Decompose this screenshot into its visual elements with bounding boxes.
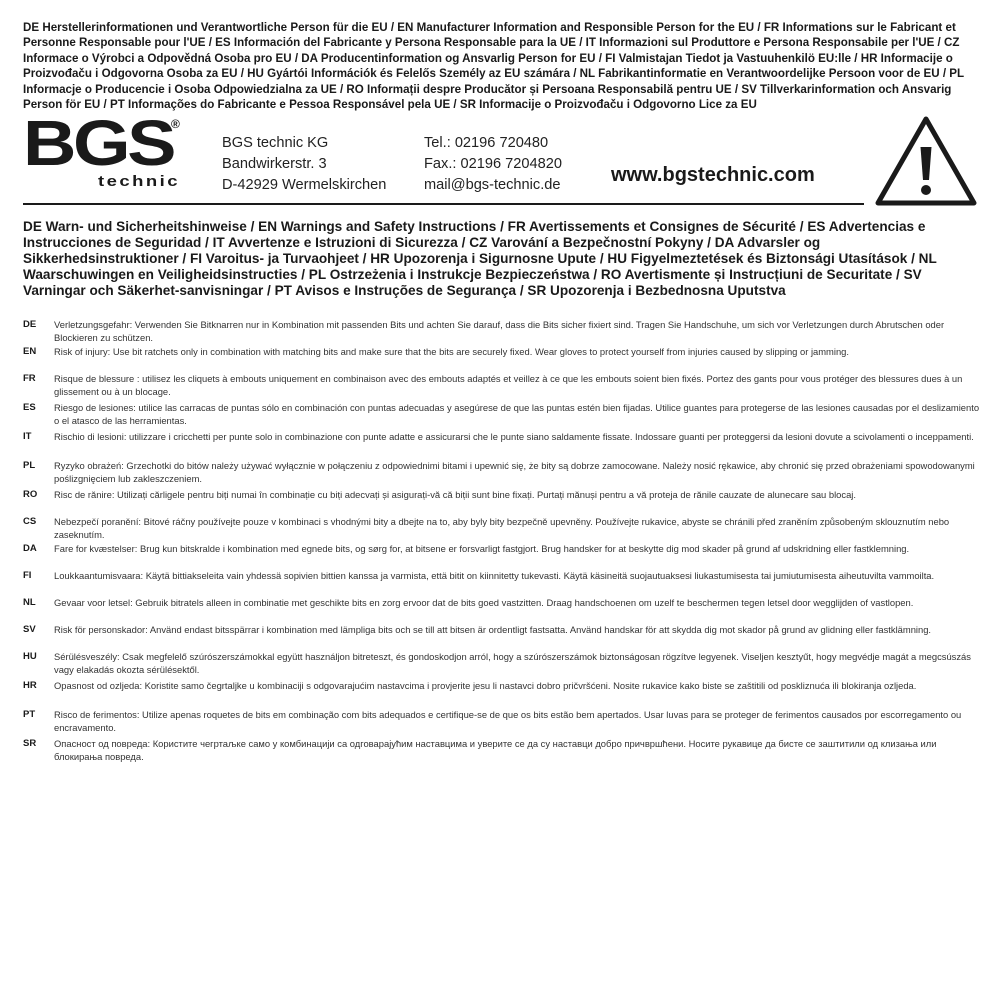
warning-lang-code: ES	[23, 402, 36, 413]
warning-item-hr	[23, 679, 980, 708]
warning-lang-code: PT	[23, 709, 36, 720]
warning-lang-code: FR	[23, 373, 36, 384]
warning-text: Gevaar voor letsel: Gebruik bitratels alleen in combinatie met geschikte bits en zorg ervoor dat de bits goed vastzitten. Draag handschoenen om uzelf te beschermen tegen letsel door wegglijden of vastlopen.	[54, 597, 914, 608]
warning-text: Sérülésveszély: Csak megfelelő szúrószerszámokkal együtt használjon bitreteszt, és gondoskodjon arról, hogy a szúrószerszámok biztonságosan rögzítve legyenek. Viseljen kesztyűt, hogy megvédje magát a megcsúszás vagy elakadás okozta sérülésektől.	[54, 651, 971, 675]
warning-lang-code: NL	[23, 597, 36, 608]
logo-subtitle: technic	[98, 173, 180, 190]
warning-item-en	[23, 345, 980, 372]
warning-text: Loukkaantumisvaara: Käytä bittiakseleita vain yhdessä sopivien bittien kanssa ja varmista, että bitit on kiinnitetty tukevasti. Käytä käsineitä suojautuaksesi liukastumisesta tai jumiutumisesta aiheutuvilta vammoilta.	[54, 570, 935, 581]
warning-item-hu	[23, 650, 980, 679]
warning-item-pt	[23, 708, 980, 737]
logo-wordmark: BGS	[23, 115, 175, 179]
company-mail: mail@bgs-technic.de	[424, 177, 561, 193]
warning-lang-code: IT	[23, 431, 32, 442]
warning-text: Rischio di lesioni: utilizzare i cricchetti per punte solo in combinazione con punte adatte e assicurarsi che le punte siano saldamente fissate. Indossare guanti per proteggersi da lesioni dovute a scivolamenti o inceppamenti.	[54, 431, 974, 442]
warning-lang-code: FI	[23, 570, 32, 581]
warning-triangle-icon	[874, 115, 978, 207]
warning-item-cs	[23, 515, 980, 542]
warning-item-nl	[23, 596, 980, 623]
warning-lang-code: EN	[23, 346, 37, 357]
warning-lang-code: SV	[23, 624, 36, 635]
warning-text: Risque de blessure : utilisez les cliquets à embouts uniquement en combinaison avec des embouts adaptés et veillez à ce que les embouts soient bien fixés. Portez des gants pour vous protéger des blessures dues à un glissement ou à un blocage.	[54, 373, 963, 397]
warning-item-fi	[23, 569, 980, 596]
warning-item-it	[23, 430, 980, 459]
header-divider	[23, 203, 864, 205]
warning-text: Risk of injury: Use bit ratchets only in combination with matching bits and make sure that the bits are securely fixed. Wear gloves to protect yourself from injuries caused by slipping or jamming.	[54, 346, 849, 357]
warning-item-ro	[23, 488, 980, 515]
warning-text: Ryzyko obrażeń: Grzechotki do bitów należy używać wyłącznie w połączeniu z odpowiednimi bitami i upewnić się, że bity są dobrze zamocowane. Należy nosić rękawice, aby chronić się przed obrażeniami spowodowanymi poślizgnięciem lub zakleszczeniem.	[54, 460, 975, 484]
company-name: BGS technic KG	[222, 135, 329, 151]
warnings-heading: DE Warn- und Sicherheitshinweise / EN Warnings and Safety Instructions / FR Avertissements et Consignes de Sécurité / ES Advertencias e Instrucciones de Seguridad / IT Avvertenze e Istruzioni di Sicurezza / CZ Varování a Bezpečnostní Pokyny / DA Advarsler og Sikkerhedsinstruktioner / FI Varoitus- ja Turvaohjeet / HR Upozorenja i Sigurnosne Upute / HU Figyelmeztetések és Biztonsági Utasítások / NL Waarschuwingen en Veiligheidsinstructies / PL Ostrzeżenia i Instrukcje Bezpieczeństwa / RO Avertismente și Instrucțiuni de Securitate / SV Varningar och Säkerhet-sanvisningar / PT Avisos e Instruções de Segurança / SR Upozorenja i Bezbednosna Uputstva	[23, 219, 937, 298]
warning-lang-code: HU	[23, 651, 37, 662]
warning-item-sr	[23, 737, 980, 766]
warning-text: Opasnost od ozljeda: Koristite samo čegrtaljke u kombinaciji s odgovarajućim nastavcima i provjerite jesu li nastavci dobro pričvršćeni. Nosite rukavice kako biste se zaštitili od poskliznuća ili blokiranja ozljeda.	[54, 680, 917, 691]
warning-text: Verletzungsgefahr: Verwenden Sie Bitknarren nur in Kombination mit passenden Bits und achten Sie darauf, dass die Bits sicher fixiert sind. Tragen Sie Handschuhe, um sich vor Verletzungen durch Abrutschen oder Blockieren zu schützen.	[54, 319, 945, 343]
warning-item-fr	[23, 372, 980, 401]
warning-text: Risco de ferimentos: Utilize apenas roquetes de bits em combinação com bits adequados e certifique-se de que os bits estão bem apertados. Usar luvas para se proteger de ferimentos causados por escorregamento ou encravamento.	[54, 709, 962, 733]
warning-item-de	[23, 318, 980, 345]
warning-lang-code: SR	[23, 738, 37, 749]
manufacturer-info-heading: DE Herstellerinformationen und Verantwortliche Person für die EU / EN Manufacturer Information and Responsible Person for the EU / FR Informations sur le Fabricant et Personne Responsable pour l'UE / ES Información del Fabricante y Persona Responsable para la UE / IT Informazioni sul Produttore e Persona Responsabile per l'UE / CZ Informace o Výrobci a Odpovědná Osoba pro EU / DA Producentinformation og Ansvarlig Person for EU / FI Valmistajan Tiedot ja Vastuuhenkilö EU:lle / HR Informacije o Proizvođaču i Odgovorna Osoba za EU / HU Gyártói Információk és Felelős Személy az EU számára / NL Fabrikantinformatie en Verantwoordelijke Persoon voor de EU / PL Informacje o Producencie i Osoba Odpowiedzialna za UE / RO Informații despre Producător și Persoana Responsabilă pentru UE / SV Tillverkarinformation och Ansvarig Person för EU / PT Informações do Fabricante e Pessoa Responsável pela UE / SR Informacije o Proizvođaču i Odgovorno Lice za EU	[23, 21, 964, 112]
bgs-technic-logo	[23, 115, 188, 190]
warning-lang-code: CS	[23, 516, 37, 527]
warning-text: Risc de rănire: Utilizați cărligele pentru biți numai în combinație cu biți adecvați și asigurați-vă că biții sunt bine fixați. Purtați mănuși pentru a vă proteja de rănile cauzate de alunecare sau blocaj.	[54, 489, 856, 500]
company-fax: Fax.: 02196 7204820	[424, 156, 562, 172]
warning-lang-code: DE	[23, 319, 37, 330]
warning-lang-code: PL	[23, 460, 36, 471]
warning-lang-code: RO	[23, 489, 38, 500]
company-city: D-42929 Wermelskirchen	[222, 177, 387, 193]
warning-item-pl	[23, 459, 980, 488]
company-info	[23, 115, 978, 210]
warning-text: Risk för personskador: Använd endast bitsspärrar i kombination med lämpliga bits och se till att bitsen är ordentligt fastsatta. Använd handskar för att skydda dig mot skador på grund av glidning eller fastklämning.	[54, 624, 932, 635]
company-address	[222, 133, 386, 196]
warning-text: Nebezpečí poranění: Bitové ráčny používejte pouze v kombinaci s vhodnými bity a dbejte na to, aby byly bity bezpečně upevněny. Používejte rukavice, abyste se chránili před zraněním způsobeným sklouznutím nebo zaseknutím.	[54, 516, 950, 540]
company-website: www.bgstechnic.com	[611, 164, 815, 186]
company-street: Bandwirkerstr. 3	[222, 156, 327, 172]
registered-mark: ®	[171, 117, 180, 131]
warning-text: Опасност од повреда: Користите чегртаљке само у комбинацији са одговарајућим наставцима и уверите се да су наставци добро причвршћени. Носите рукавице да бисте се заштитили од клизања или блокирања повреда.	[54, 738, 937, 762]
warning-lang-code: DA	[23, 543, 37, 554]
company-tel: Tel.: 02196 720480	[424, 135, 549, 151]
warning-item-sv	[23, 623, 980, 650]
warning-item-da	[23, 542, 980, 569]
warning-text: Fare for kvæstelser: Brug kun bitskralde i kombination med egnede bits, og sørg for, at bitsene er forsvarligt fastgjort. Brug handsker for at beskytte dig mod skader på grund af udskridning eller fastklemning.	[54, 543, 910, 554]
warning-text: Riesgo de lesiones: utilice las carracas de puntas sólo en combinación con puntas adecuadas y asegúrese de que las puntas estén bien fijadas. Utilice guantes para protegerse de las lesiones causadas por el deslizamiento o el atasco de las herramientas.	[54, 402, 980, 426]
warning-lang-code: HR	[23, 680, 37, 691]
warnings-list	[23, 318, 980, 766]
company-contact	[424, 133, 562, 196]
warning-item-es	[23, 401, 980, 430]
